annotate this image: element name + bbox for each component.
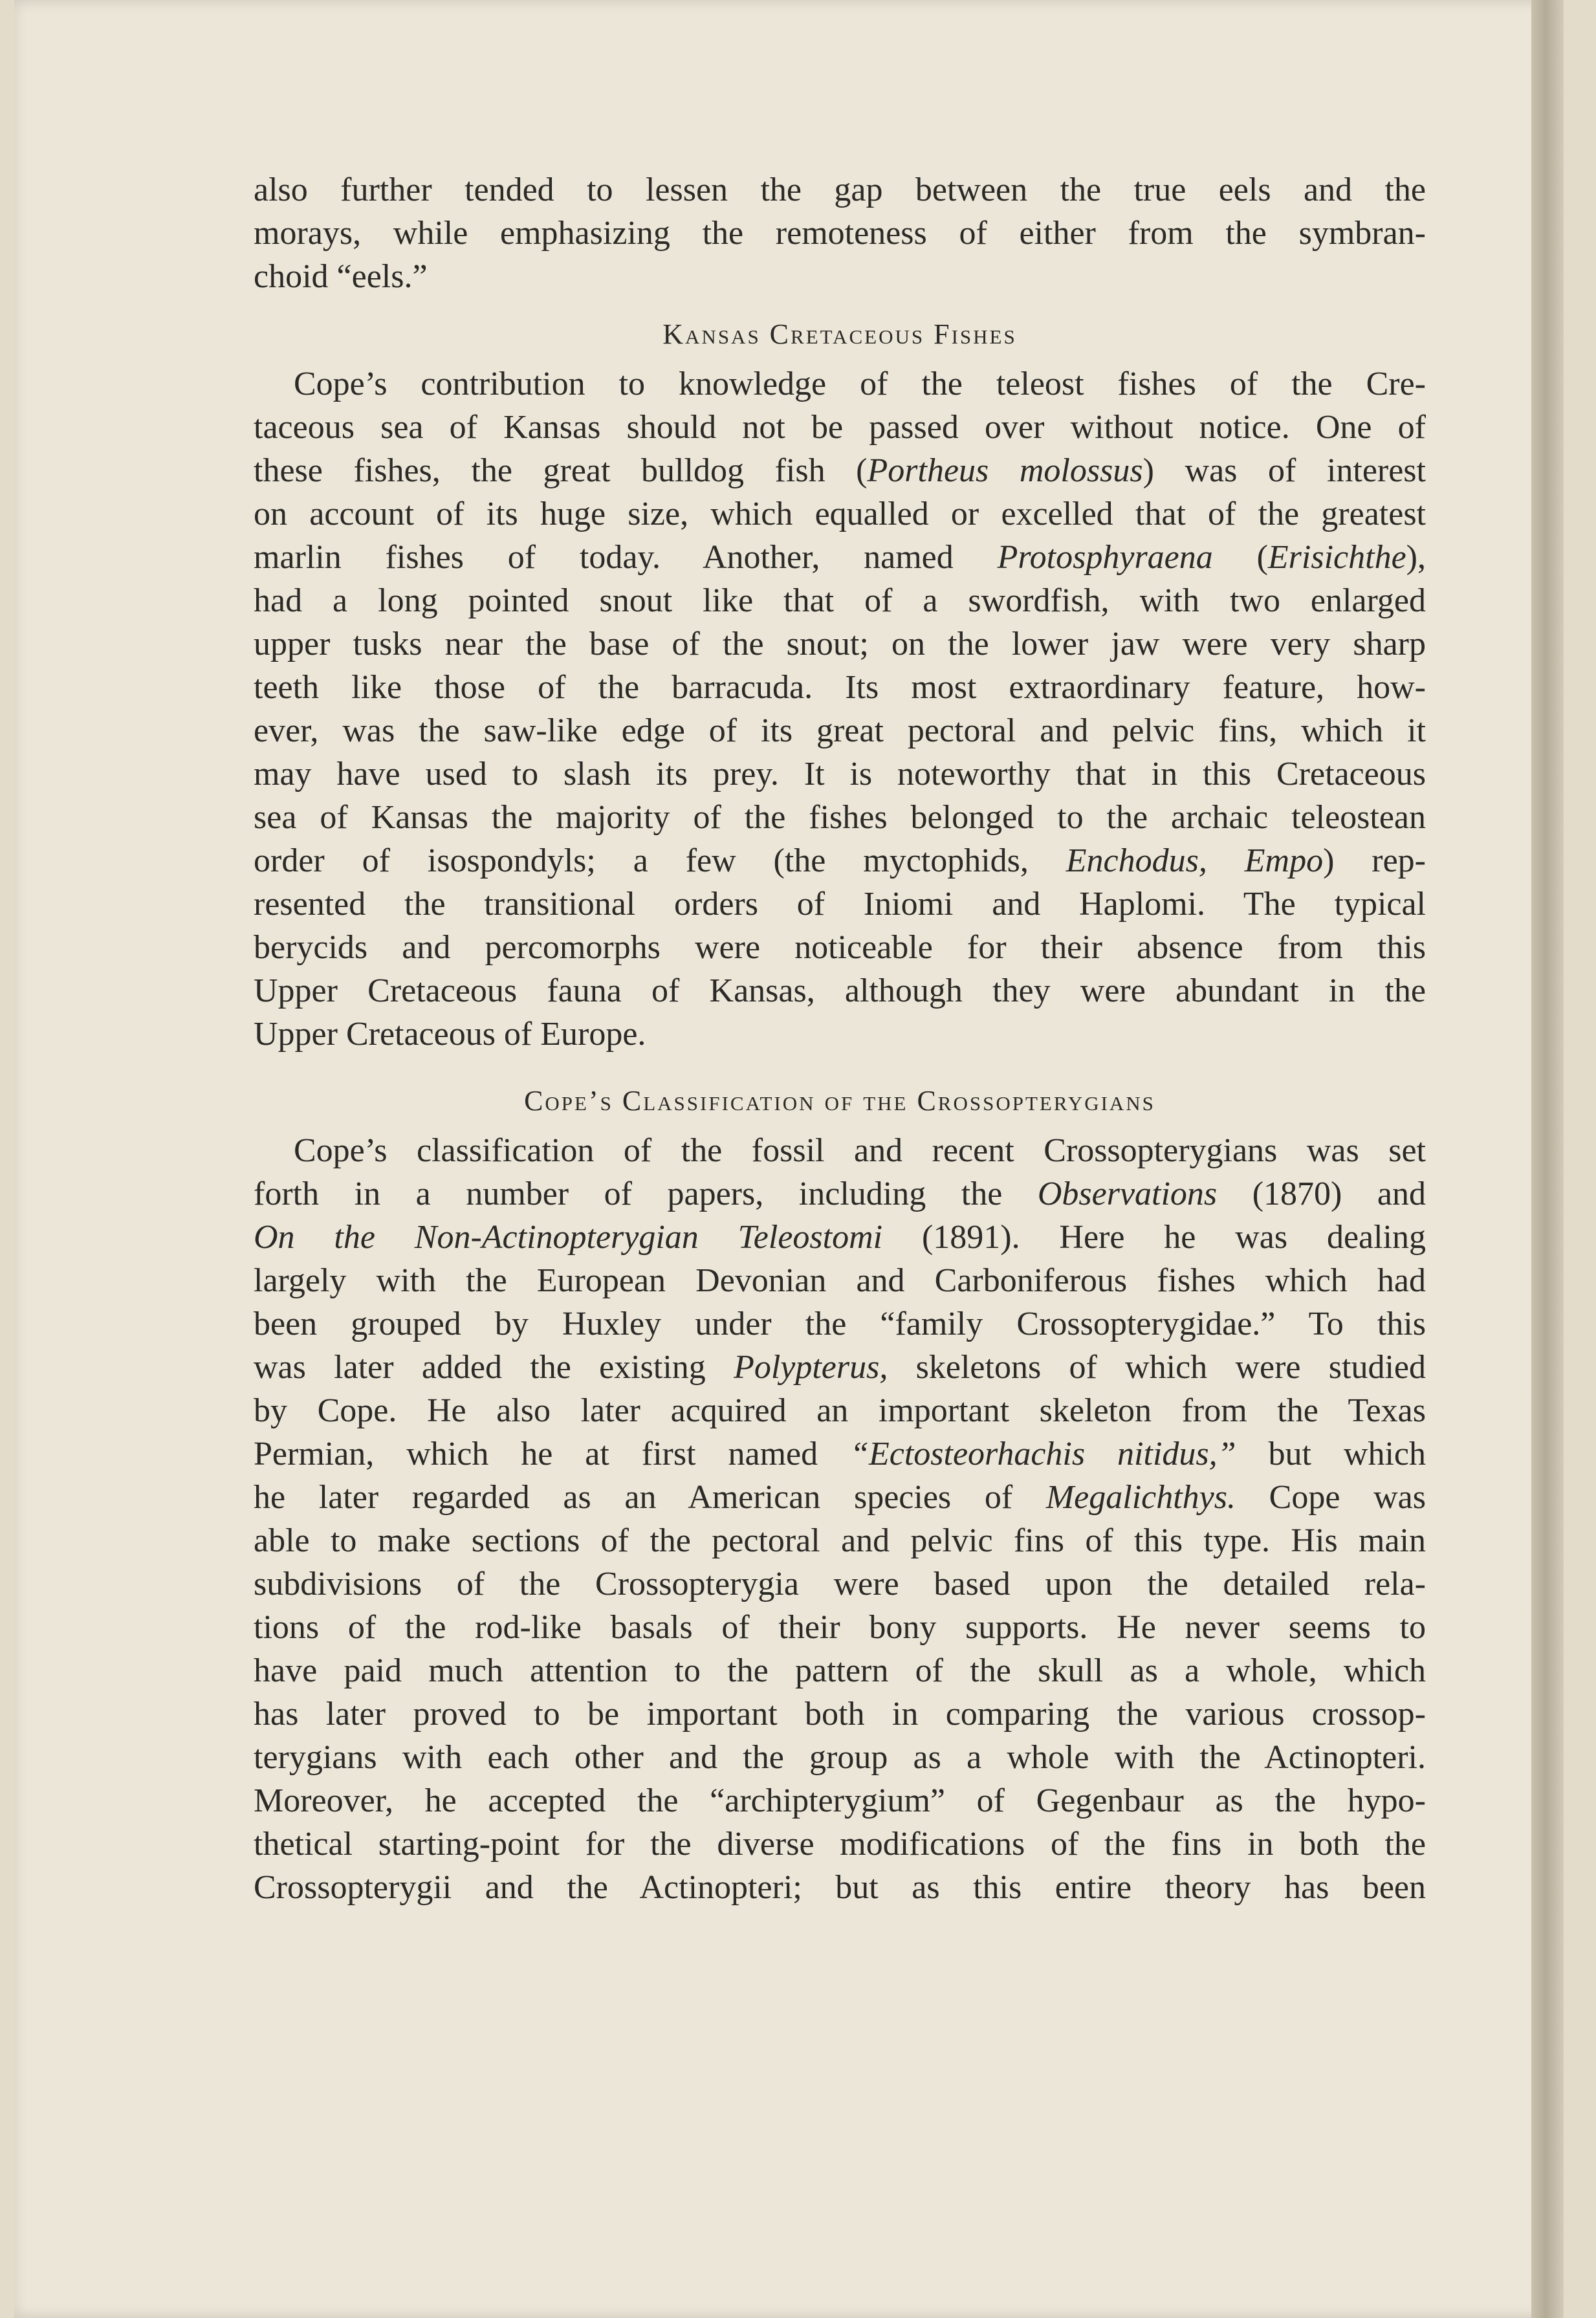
text-line: choid “eels.”	[254, 258, 428, 295]
text-line: Cope’s classification of the fossil and recent Crossopterygians was set	[294, 1132, 1426, 1169]
text-line: able to make sections of the pectoral and pelvic fins of this type. His main	[254, 1522, 1426, 1559]
work-title: On the Non-Actinopterygian Teleostomi	[254, 1219, 883, 1256]
text-line: Moreover, he accepted the “archipterygium” of Gegenbaur as the hypo-	[254, 1782, 1426, 1819]
text-line: thetical starting-point for the diverse modifications of the fins in both the	[254, 1826, 1426, 1863]
text-line: Upper Cretaceous of Europe.	[254, 1016, 646, 1053]
text-line: subdivisions of the Crossopterygia were based upon the detailed rela-	[254, 1566, 1426, 1602]
species-name: Portheus molossus	[867, 452, 1143, 489]
text-line: marlin fishes of today. Another, named Protosphyraena (Erisichthe),	[254, 539, 1426, 576]
text-line: tions of the rod-like basals of their bony supports. He never seems to	[254, 1609, 1426, 1646]
genus-name: Polypterus,	[734, 1349, 888, 1386]
text-line: upper tusks near the base of the snout; on the lower jaw were very sharp	[254, 626, 1426, 662]
species-name: “Ectosteorhachis nitidus,”	[850, 1436, 1236, 1472]
text-line: have paid much attention to the pattern of the skull as a whole, which	[254, 1652, 1426, 1689]
text-line: morays, while emphasizing the remoteness of either from the symbran-	[254, 215, 1426, 252]
page-text	[254, 168, 1426, 1909]
text-line: had a long pointed snout like that of a swordfish, with two enlarged	[254, 582, 1426, 619]
text-line: Upper Cretaceous fauna of Kansas, although they were abundant in the	[254, 972, 1426, 1009]
genus-name: Protosphyraena	[997, 539, 1213, 576]
text-line: sea of Kansas the majority of the fishes belonged to the archaic teleostean	[254, 799, 1426, 836]
genus-name: Erisichthe	[1267, 539, 1406, 576]
text-line: berycids and percomorphs were noticeable for their absence from this	[254, 929, 1426, 966]
text-line: order of isospondyls; a few (the myctophids, Enchodus, Empo) rep-	[254, 842, 1426, 879]
text-line: terygians with each other and the group as a whole with the Actinopteri.	[254, 1739, 1426, 1776]
genus-name: Enchodus, Empo	[1066, 842, 1324, 879]
book-page	[14, 0, 1564, 2318]
text-line: been grouped by Huxley under the “family Crossopterygidae.” To this	[254, 1306, 1426, 1342]
text-line: was later added the existing Polypterus, skeletons of which were studied	[254, 1349, 1426, 1386]
text-line: Permian, which he at first named “Ectosteorhachis nitidus,” but which	[254, 1436, 1426, 1472]
text-line: on account of its huge size, which equalled or excelled that of the greatest	[254, 496, 1426, 532]
text-line: forth in a number of papers, including the Observations (1870) and	[254, 1175, 1426, 1212]
page-binding-edge	[1531, 0, 1564, 2318]
text-line: ever, was the saw-like edge of its great pectoral and pelvic fins, which it	[254, 712, 1426, 749]
section-heading-kansas: Kansas Cretaceous Fishes	[662, 318, 1017, 350]
section-heading-classification: Cope’s Classification of the Crossopterygians	[524, 1085, 1155, 1117]
text-line: largely with the European Devonian and Carboniferous fishes which had	[254, 1262, 1426, 1299]
work-title: Observations	[1037, 1175, 1218, 1212]
text-line: taceous sea of Kansas should not be passed over without notice. One of	[254, 409, 1426, 446]
text-line: resented the transitional orders of Iniomi and Haplomi. The typical	[254, 886, 1426, 923]
text-line: On the Non-Actinopterygian Teleostomi (1891). Here he was dealing	[254, 1219, 1426, 1256]
text-line: by Cope. He also later acquired an important skeleton from the Texas	[254, 1392, 1426, 1429]
text-line: also further tended to lessen the gap between the true eels and the	[254, 171, 1426, 208]
text-line: Crossopterygii and the Actinopteri; but as this entire theory has been	[254, 1869, 1426, 1906]
text-line: teeth like those of the barracuda. Its most extraordinary feature, how-	[254, 669, 1426, 706]
text-line: these fishes, the great bulldog fish (Portheus molossus) was of interest	[254, 452, 1426, 489]
genus-name: Megalichthys.	[1045, 1479, 1236, 1516]
text-line: may have used to slash its prey. It is noteworthy that in this Cretaceous	[254, 756, 1426, 793]
text-line: has later proved to be important both in comparing the various crossop-	[254, 1696, 1426, 1733]
text-line: Cope’s contribution to knowledge of the teleost fishes of the Cre-	[294, 366, 1426, 402]
text-line: he later regarded as an American species of Megalichthys. Cope was	[254, 1479, 1426, 1516]
